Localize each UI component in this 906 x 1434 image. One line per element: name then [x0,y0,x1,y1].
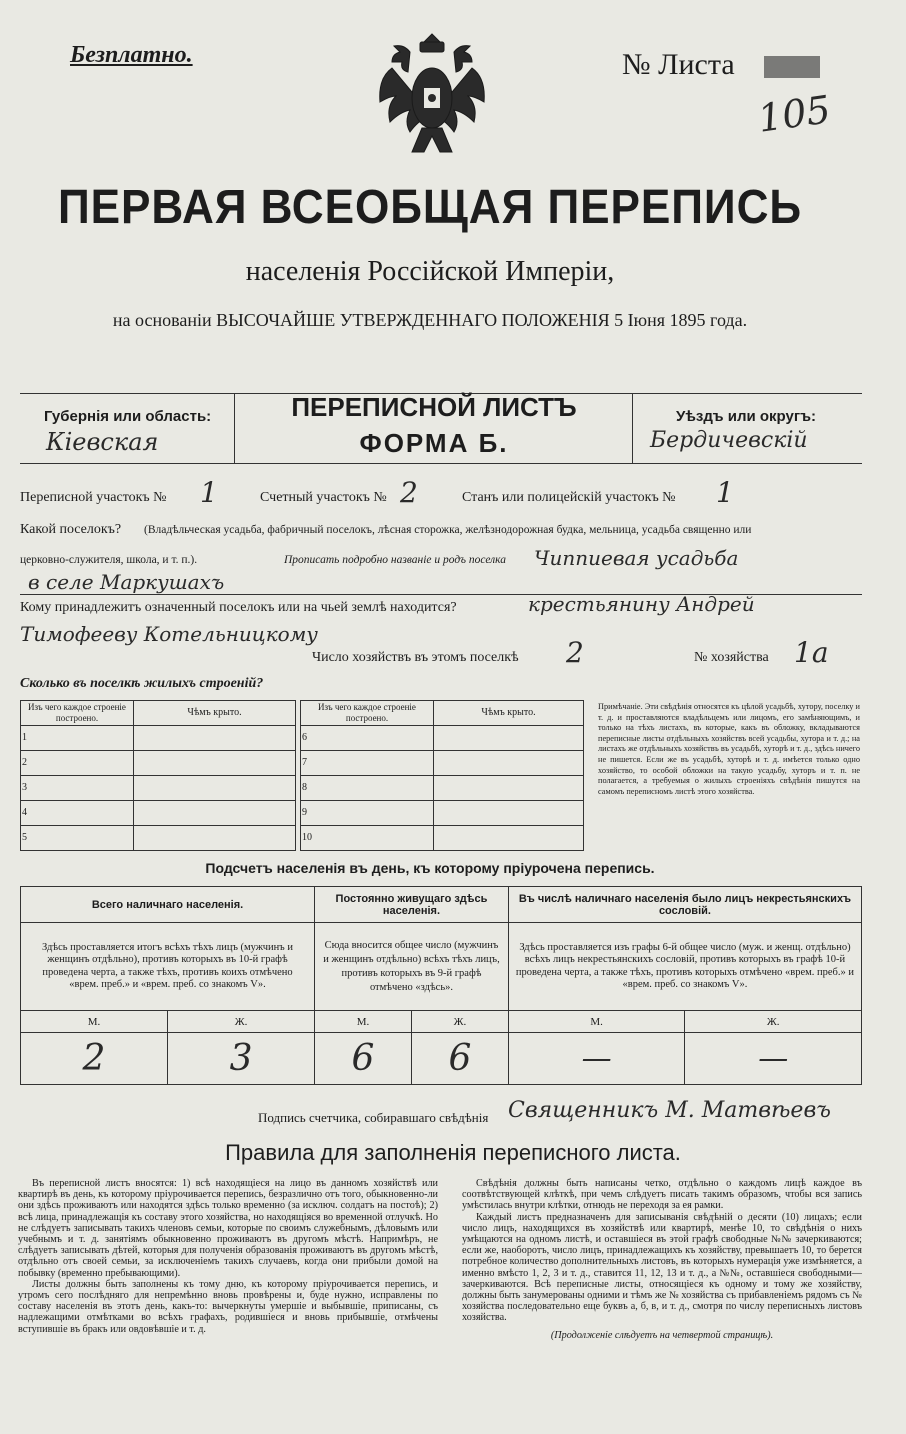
province-value: Кіевская [46,428,159,456]
male-label: М. [21,1011,168,1033]
settlement-label: Какой поселокъ? [20,522,122,537]
district-label: Уѣздъ или округъ: [676,408,817,425]
basis-line: на основаніи ВЫСОЧАЙШЕ УТВЕРЖДЕННАГО ПОЛОЖЕНІЯ 5 Іюня 1895 года. [112,310,748,330]
population-title: Подсчетъ населенія въ день, къ которому пріурочена перепись. [205,860,655,876]
male-label: М. [508,1011,685,1033]
col1-text: Здѣсь проставляется итогъ всѣхъ тѣхъ лицъ (мужчинъ и женщинъ отдѣльно), противъ которыхъ въ 10-й графѣ проведена черта, а также тѣхъ, противъ коихъ отмѣчено «врем. преб.» и «врем. преб. со знакомъ V». [21,923,315,1011]
owner-label: Кому принадлежитъ означенный поселокъ или на чьей землѣ находится? [20,600,457,615]
rules-left-column [18,1178,438,1335]
settlement-value-2: в селе Маркушахъ [28,570,225,594]
building-row-num: 4 [21,801,134,826]
col-roof-header: Чѣмъ крыто. [434,701,584,726]
stan-label: Станъ или полицейскій участокъ № [462,490,676,505]
household-no-value: 1а [794,636,829,669]
rules-right-paragraph: Свѣдѣнія должны быть написаны четко, отдѣльно о каждомъ лицѣ каждое въ соотвѣтствующей клѣткѣ, при чемъ слѣдуетъ писать такимъ образомъ, чтобы вся запись умѣстилась внутри клѣтки, отнюдь не переходя за ея рамки. [462,1178,862,1212]
households-value: 2 [566,636,584,669]
male-resident-value: 6 [315,1033,412,1085]
signature-value: Священникъ М. Матвѣевъ [508,1098,831,1123]
district-value: Бердичевскій [650,428,808,453]
count-section-label: Счетный участокъ № [260,490,387,505]
sheet-number-box [764,56,820,78]
col1-header: Всего наличнаго населенія. [21,887,315,923]
household-no-label: № хозяйства [694,650,769,665]
subtitle: населенія Россійской Имперіи, [245,256,615,287]
census-section-label: Переписной участокъ № [20,490,167,505]
female-nonpeasant-value: — [685,1033,862,1085]
female-resident-value: 6 [411,1033,508,1085]
col-build-header: Изъ чего каждое строеніе построено. [301,701,434,726]
building-row-num: 10 [301,826,434,851]
settlement-hint-1: (Владѣльческая усадьба, фабричный поселокъ, лѣсная сторожка, желѣзнодорожная будка, мельница, усадьба священно или [144,524,752,536]
settlement-hint-2: церковно-служителя, школа, и т. п.). [20,554,198,566]
rules-left-paragraph: Въ переписной листъ вносятся: 1) всѣ находящіеся на лицо въ данномъ хозяйствѣ или квартирѣ въ день, къ которому пріурочивается перепись, безразлично отъ того, обыкновенно-ли они здѣсь проживаютъ или находятся здѣсь только временно (за исключ. солдатъ на постоѣ); 2) всѣ лица, принадлежащія къ составу этого хозяйства, но находящіяся во временной отлучкѣ. Но не слѣдуетъ записывать такихъ членовъ семьи, которые по своимъ служебнымъ, дѣловымъ или учебнымъ и т. д. занятіямъ обыкновенно проживаютъ въ другомъ мѣстѣ. Напримѣръ, не слѣдуетъ записывать дѣтей, которыя для полученія образованія проживаютъ въ другомъ мѣстѣ, отдѣльно отъ своей семьи, за исключеніемъ такихъ случаевъ, когда они прибыли домой на побывку (временно пребывающими). [18,1178,438,1279]
census-section-value: 1 [200,476,218,509]
buildings-note: Примѣчаніе. Эти свѣдѣнія относятся къ цѣлой усадьбѣ, хутору, поселку и т. д. и проставляются владѣльцемъ или лицомъ, его замѣняющимъ, и только на тѣхъ листахъ, въ которые, какъ въ обложку, вкладываются переписные листы отдѣльныхъ хозяйствъ всей усадьбы, хутора и т. д.; на листахъ же отдѣльныхъ хозяйствъ въ усадьбѣ, хуторѣ и т. д., здѣсь ничего не пишется. Если же въ усадьбѣ, хуторѣ и т. д. имѣется только одно хозяйство, то особой обложки на такую усадьбу, хуторъ и т. п. не полагается, а требуемыя о жилыхъ строеніяхъ свѣдѣнія пишутся на самомъ переписномъ листѣ этого хозяйства. [598,702,860,796]
buildings-table-left [20,700,296,851]
building-row-num: 5 [21,826,134,851]
col-roof-header: Чѣмъ крыто. [134,701,296,726]
building-row-num: 6 [301,726,434,751]
households-label: Число хозяйствъ въ этомъ поселкѣ [312,650,519,665]
female-label: Ж. [168,1011,315,1033]
form-name: ФОРМА Б. [359,428,509,458]
col2-header: Постоянно живущаго здѣсь населенія. [315,887,509,923]
rules-left-paragraph: Листы должны быть заполнены къ тому дню, къ которому пріурочивается перепись, и утромъ сего послѣдняго для непремѣнно вновь провѣрены и, буде нужно, исправлены по составу населенія въ этотъ день, какъ-то: вычеркнуты умершіе и выбывшіе, приписаны, съ надлежащими отмѣтками во всѣхъ графахъ, родившіеся и вновь прибывшіе, отмѣчены вступившіе въ бракъ или овдовѣвшіе и т. д. [18,1278,438,1335]
male-nonpeasant-value: — [508,1033,685,1085]
col2-text: Сюда вносится общее число (мужчинъ и женщинъ отдѣльно) всѣхъ тѣхъ лицъ, противъ которыхъ въ 9-й графѣ отмѣчено «здѣсь». [315,923,509,1011]
owner-value-1: крестьянину Андрей [528,592,755,616]
sheet-title: ПЕРЕПИСНОЙ ЛИСТЪ [291,392,577,422]
rules-right-paragraph: Каждый листъ предназначенъ для записыванія свѣдѣній о десяти (10) лицахъ; если число лицъ, находящихся въ хозяйствѣ или квартирѣ, менѣе 10, то свѣдѣнія о нихъ умѣщаются на одномъ листѣ, и оставшіеся въ этой графѣ свободные №№ зачеркиваются; если же, наоборотъ, число лицъ, принадлежащихъ къ хозяйству, превышаетъ 10, то берется потребное количество дополнительныхъ листовъ, въ которыхъ нумерація уже измѣняется, а именно вмѣсто 1, 2, 3 и т. д., ставится 11, 12, 13 и т. д., а №№, оставшіеся свободными—зачеркиваются. Всѣ переписные листы, относящіеся къ одному и тому же хозяйству, должны быть занумерованы одними и тѣмъ же № хозяйства съ прибавленіемъ рядомъ съ № хозяйства последовательно еще буквъ а, б, в, и т. д., смотря по числу переписныхъ листовъ хозяйства. [462,1211,862,1324]
population-table [20,886,862,1085]
building-row-num: 1 [21,726,134,751]
signature-label: Подпись счетчика, собиравшаго свѣдѣнія [258,1110,489,1125]
buildings-table-right [300,700,584,851]
female-label: Ж. [411,1011,508,1033]
female-present-value: 3 [168,1033,315,1085]
count-section-value: 2 [400,476,418,509]
building-row-num: 7 [301,751,434,776]
settlement-instruction: Прописать подробно названіе и родъ поселка [284,554,506,566]
sheet-number-label: № Листа [622,48,735,81]
col3-header: Въ числѣ наличнаго населенія было лицъ некрестьянскихъ сословій. [508,887,861,923]
imperial-eagle-icon [372,28,492,156]
female-label: Ж. [685,1011,862,1033]
free-label: Безплатно. [70,42,193,68]
col-build-header: Изъ чего каждое строеніе построено. [21,701,134,726]
buildings-title: Сколько въ поселкѣ жилыхъ строеній? [20,676,264,691]
rules-title: Правила для заполненія переписного листа. [225,1140,681,1165]
stan-value: 1 [716,476,734,509]
building-row-num: 9 [301,801,434,826]
male-label: М. [315,1011,412,1033]
building-row-num: 8 [301,776,434,801]
settlement-value-1: Чиппиевая усадьба [534,546,739,570]
rules-continued: (Продолженіе слѣдуетъ на четвертой страницѣ). [550,1329,774,1341]
sheet-number-value: 105 [755,87,834,141]
main-title: ПЕРВАЯ ВСЕОБЩАЯ ПЕРЕПИСЬ [57,181,803,234]
rules-right-column [462,1178,862,1341]
owner-value-2: Тимофееву Котельницкому [20,622,318,646]
male-present-value: 2 [21,1033,168,1085]
building-row-num: 2 [21,751,134,776]
col3-text: Здѣсь проставляется изъ графы 6-й общее число (муж. и женщ. отдѣльно) всѣхъ лицъ некрестьянскихъ сословій, противъ которыхъ въ графѣ 10-й проведена черта, а также тѣхъ, противъ которыхъ отмѣчено «врем. преб.» и «врем. преб. со знакомъ V». [508,923,861,1011]
building-row-num: 3 [21,776,134,801]
province-label: Губернія или область: [44,408,212,425]
